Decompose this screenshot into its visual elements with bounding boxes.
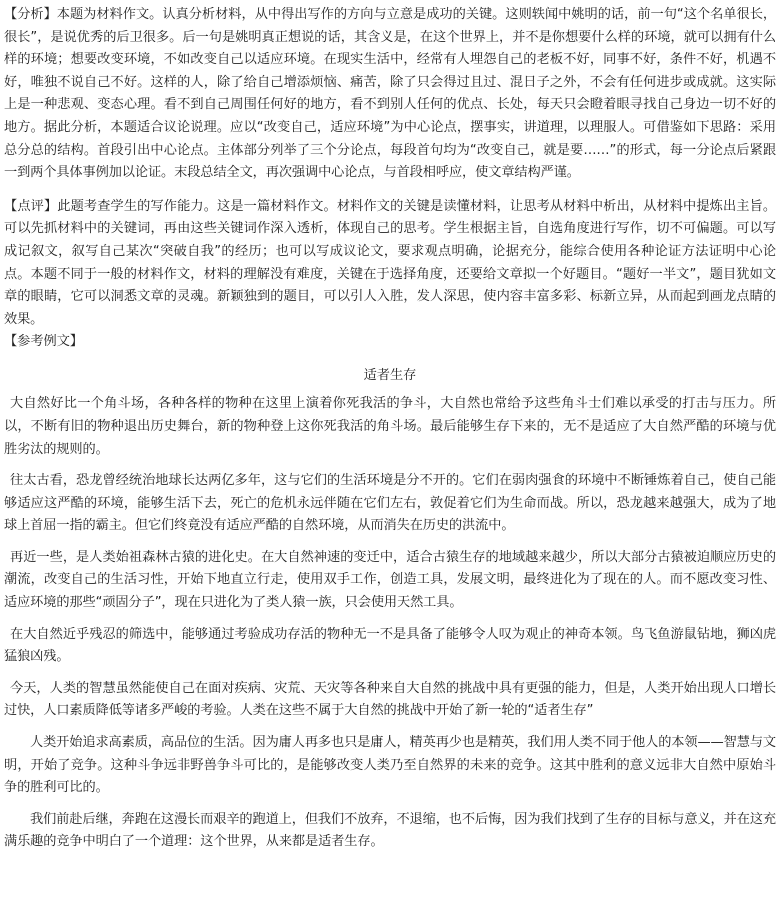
essay-paragraph-1: 大自然好比一个角斗场，各种各样的物种在这里上演着你死我活的争斗，大自然也常给予这些角斗士们难以承受的打击与压力。所以，不断有旧的物种退出历史舞台，新的物种登上这你死我活的角斗场。最后能够生存下来的，无不是适应了大自然严酷的环境与优胜劣汰的规则的。 <box>4 396 776 457</box>
essay-paragraph-3: 再近一些，是人类始祖森林古猿的进化史。在大自然神速的变迁中，适合古猿生存的地域越来越少，所以大部分古猿被迫顺应历史的潮流，改变自己的生活习性，开始下地直立行走，使用双手工作，创造工具，发展文明，最终进化为了现在的人。而不愿改变习性、适应环境的那些“顽固分子”，现在只进化为了类人猿一族，只会使用天然工具。 <box>4 549 776 611</box>
essay-paragraph-6: 人类开始追求高素质，高品位的生活。因为庸人再多也只是庸人，精英再少也是精英，我们用人类不同于他人的本领——智慧与文明，开始了竞争。这种斗争远非野兽争斗可比的，是能够改变人类乃至自然界的未来的竞争。这其中胜利的意义远非大自然中原始斗争的胜利可比的。 <box>4 735 776 796</box>
essay-paragraph-7: 我们前赴后继，奔跑在这漫长而艰辛的跑道上，但我们不放弃，不退缩，也不后悔，因为我们找到了生存的目标与意义，并在这充满乐趣的竞争中明白了一个道理：这个世界，从来都是适者生存。 <box>4 811 776 850</box>
analysis-paragraph: 【分析】本题为材料作文。认真分析材料，从中得出写作的方向与立意是成功的关键。这则轶闻中姚明的话，前一句“这个名单很长，很长”，是说优秀的后卫很多。后一句是姚明真正想说的话，其含义是，在这个世界上，并不是你想要什么样的环境，就可以拥有什么样的环境；想要改变环境，不如改变自己以适应环境。在现实生活中，经常有人埋怨自己的老板不好，同事不好，条件不好，机遇不好，唯独不说自己不好。这样的人，除了给自己增添烦恼、痛苦，除了只会得过且过、混日子之外，不会有任何进步或成就。这实际上是一种悲观、变态心理。看不到自己周围任何好的地方，看不到别人任何的优点、长处，每天只会瞪着眼寻找自己身边一切不好的地方。据此分析，本题适合议论说理。应以“改变自己，适应环境”为中心论点，摆事实，讲道理，以理服人。可借鉴如下思路：采用总分总的结构。首段引出中心论点。主体部分列举了三个分论点，每段首句均为“改变自己，就是要……”的形式，每一分论点后紧跟一到两个具体事例加以论证。末段总结全文，再次强调中心论点，与首段相呼应，使文章结构严谨。 <box>4 7 776 181</box>
comment-paragraph: 【点评】此题考查学生的写作能力。这是一篇材料作文。材料作文的关键是读懂材料，让思考从材料中析出，从材料中提炼出主旨。可以先抓材料中的关键词，再由这些关键词作深入透析，体现自己的思考。学生根据主旨，自选角度进行写作，切不可偏题。可以写成记叙文，叙写自己某次“突破自我”的经历；也可以写成议论文，要求观点明确，论据充分，能综合使用各种论证方法证明中心论点。本题不同于一般的材料作文，材料的理解没有难度，关键在于选择角度，还要给文章拟一个好题目。“题好一半文”，题目犹如文章的眼睛，它可以洞悉文章的灵魂。新颖独到的题目，可以引人入胜，发人深思，使内容丰富多彩、标新立异，从而起到画龙点睛的效果。 <box>4 198 776 327</box>
essay-paragraph-2: 往太古看，恐龙曾经统治地球长达两亿多年，这与它们的生活环境是分不开的。它们在弱肉强食的环境中不断锤炼着自己，使自己能够适应这严酷的环境，能够生活下去，死亡的危机永远伴随在它们左右，敦促着它们为生命而战。所以，恐龙越来越强大，成为了地球上首屈一指的霸主。但它们终竟没有适应严酷的自然环境，从而消失在历史的洪流中。 <box>4 473 776 534</box>
essay-paragraph-5: 今天，人类的智慧虽然能使自己在面对疾病、灾荒、天灾等各种来自大自然的挑战中具有更强的能力，但是，人类开始出现人口增长过快，人口素质降低等诸多严峻的考验。人类在这些不属于大自然的挑战中开始了新一轮的“适者生存” <box>4 680 776 719</box>
essay-paragraph-4: 在大自然近乎残忍的筛选中，能够通过考验成功存活的物种无一不是具备了能够令人叹为观止的神奇本领。鸟飞鱼游鼠钻地，狮凶虎猛狼凶残。 <box>4 626 776 665</box>
essay-title: 适者生存 <box>363 368 417 384</box>
sample-essay-heading: 【参考例文】 <box>4 334 84 350</box>
